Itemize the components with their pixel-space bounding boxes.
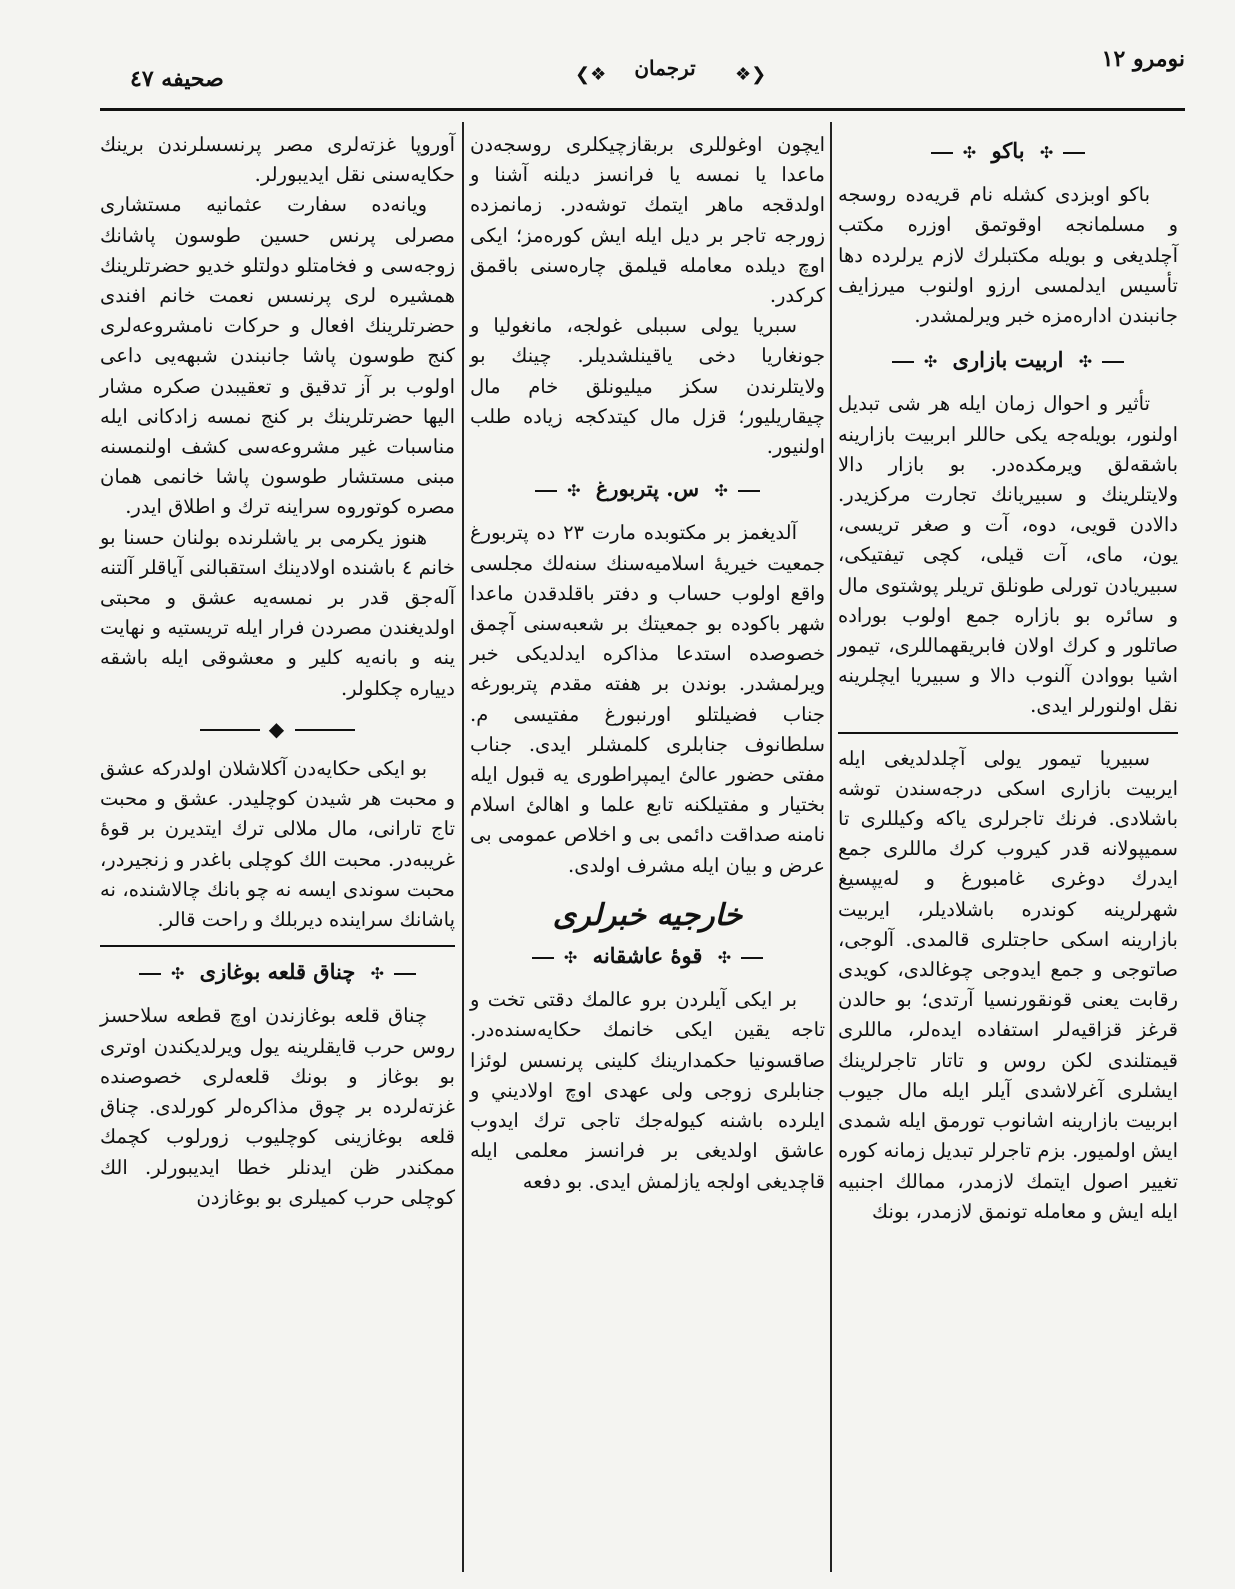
flourish-icon: ✣ (962, 143, 977, 162)
article-text: آلديغمز بر مكتوبده مارت ٢٣ ده پتربورغ جمعيت خيريهٔ اسلاميه‌سنك سنه‌لك مجلسى واقع اولوب حساب و دفتر باقلدقدن ماعدا شهر باكوده بو جمعيتك بر شعبه‌سنى آچمق خصوصده استدعا مذاكره ايدلديكى خبر ويرلمشدر. بوندن بر هفته مقدم پتربورغه جناب فضيلتلو اورنبورغ مفتيسى م. سلطانوف جنابلرى كلمشلر ايدى. جناب مفتى حضور عالئ ايمپراطورى يه قبول ايله بختيار و مفتيلكنه تابع علما و اهالئ اسلام نامنه صداقت دائمى بى و اخلاص عمومى بى عرض و بيان ايله مشرف اولدى. (470, 521, 825, 877)
flourish-icon: ✣ (1039, 143, 1054, 162)
column-divider-right (830, 122, 832, 1572)
article-text: آوروپا غزته‌لرى مصر پرنسسلرندن برينك حكايه‌سنى نقل ايديبورلر. (100, 133, 455, 187)
flourish-icon: ✣ (717, 948, 732, 968)
flourish-line-icon (931, 152, 953, 154)
article-text: هنوز يكرمى بر ياشلرنده بولنان حسنا بو خانم ٤ باشنده اولادينك استقبالنى آياقلر آلتنه آله‌جق قدر بر نمسه‌يه عشق و محبتى اولديغندن مصردن فرار ايله تريستيه و نهايت ينه و بانه‌يه كلير و معشوقى ايله باشقه ديياره چكلولر. (100, 525, 455, 700)
newspaper-title: ترجمان (634, 56, 696, 80)
page-label: صحيفه ٤٧ (130, 66, 224, 92)
flourish-icon: ✣ (563, 948, 578, 968)
flourish-icon: ✣ (714, 481, 728, 501)
section-title: قوهٔ عاشقانه (592, 943, 703, 969)
article-text: باكو اوبزدى كشله نام قريه‌ده روسجه و مسلمانجه اوقوتمق اوزره مكتب آچلديغى و بويله مكتبلرك لازم يرلرده دها تأسيس ايدلمسى ارزو اولنوب ميرزايف جانبندن اداره‌مزه خبر ويرلمشدر. (838, 183, 1178, 328)
divider-bar-icon (295, 729, 355, 731)
article-text: ويانه‌ده سفارت عثمانيه مستشارى مصرلى پرنس حسين طوسون پاشانك زوجه‌سى و فخامتلو دولتلو خديو حضرتلرينك همشيره لرى پرنسس نعمت خانم افندى حضرتلرينك افعال و حركات نامشروعه‌لرى كنج طوسون پاشا جانبندن شبهه‌يى داعى اولوب بر آز تدقيق و تعقيبدن صكره مشار اليها حضرتلرينك بر كنج نمسه زادكانى ايله مناسبات غير مشروعه‌سى كشف اولنمسنه مبنى مستشار طوسون پاشا خانمى همان مصره كوتوروه سراينه ترك و اطلاق ايدر. (100, 193, 455, 519)
flourish-line-icon (1102, 361, 1124, 363)
flourish-line-icon (139, 973, 161, 975)
flourish-line-icon (1063, 152, 1085, 154)
column-divider-left (462, 122, 464, 1572)
section-title: باكو (991, 138, 1025, 163)
right-column (838, 130, 1178, 1227)
masthead (100, 36, 1185, 111)
masthead-rule (100, 108, 1185, 111)
article-text: سبيريا تيمور يولى آچلدلديغى ايله ايربيت بازارى اسكى درجه‌سندن توشه باشلادى. فرنك تاجرلرى ياكه وكيللرى تا سميپولانه قدر كيروب كرك ماللرى جمع ايدرك دوغرى غامبورغ و لەيپسيغ شهرلرينه كوندره باشلاديلر، ايربيت بازارينه اسكى حاجتلرى قالمدى. آلوجى، صاتوجى و جمع ايدوجى چوغالدى، كويدى رقابت يعنى قونقورنسيا آرتدى؛ بو حالدن قرغز قزاقيه‌لر استفاده ايدەلر، ماللرى قيمتلندى لكن روس و تاتار تاجرلرينك ايشلرى آغرلاشدى آيلر ايله مال جيوب ابربيت بازارينه اشانوب تورمق ايله شمدى ايش اولميور. بزم تاجرلر تبديل زمانه كوره تغيير اصول ايتمك لازمدر، ممالك اجنبيه ايله ايش و معامله تونمق لازمدر، بونك (838, 746, 1178, 1223)
article-text: ايچون اوغوللرى بربقازچيكلرى روسجه‌دن ماعدا يا نمسه يا فرانسز ديلنه آشنا و اولدقجه ماهر ايتمك توشه‌در. زمانمزده زورجه تاجر بر ديل ايله ايش كوره‌مز؛ ايكى اوچ ديلده معامله قيلمق چاره‌سنى باقمق كركدر. (470, 133, 825, 308)
article-text: بو ايكى حكايه‌دن آكلاشلان اولدركه عشق و محبت هر شيدن كوچليدر. عشق و محبت تاج تارانى، مال ملالى ترك ايتديرن بر قوهٔ غريبه‌در. محبت الك كوچلى باغدر و زنجيردر، محبت سوندى ايسه نه چو بانك چالاشنده، نه پاشانك سراينده ديربلك و راحت قالر. (100, 757, 455, 932)
flourish-icon: ✣ (567, 481, 581, 501)
flourish-icon: ✣ (370, 964, 385, 984)
divider (838, 732, 1178, 734)
section-title: اربيت بازارى (952, 347, 1064, 373)
section-heading-irbit (838, 345, 1178, 377)
section-heading-dardanelles (100, 957, 455, 989)
article-text: تأثير و احوال زمان ايله هر شى تبديل اولنور، بويله‌جه يكى حاللر ابربيت بازارينه باشقه‌لق ويرمكده‌در. بو بازار دالا ولايتلرينك و سبيريانك تجارت مركزيدر. دالادن قويى، دوه، آت و صغر تريسى، يون، ماى، آت قيلى، كچى تيفتيكى، سبيريادن تورلى طونلق تريلر پوشتوى مال و سائره بو بازاره جمع اولوب بورادە صاتلور و كرك اولان فابريقهماللرى، تيمور اشيا بووادن آلنوب دالا و سبيريا ايچلرينه نقل اولنورلر ايدى. (838, 392, 1178, 718)
section-title-foreign-news: خارجيه خبرلرى (552, 897, 743, 933)
flourish-icon: ✣ (1078, 352, 1093, 372)
flourish-line-icon (741, 957, 763, 959)
flourish-line-icon (394, 973, 416, 975)
section-heading-petersburg (470, 474, 825, 506)
flourish-line-icon (532, 957, 554, 959)
flourish-line-icon (738, 490, 760, 492)
issue-number: نومرو ١٢ (1101, 46, 1185, 72)
divider (100, 945, 455, 947)
diamond-icon: ◆ (268, 716, 287, 741)
middle-column (470, 130, 825, 1197)
flourish-line-icon (892, 361, 914, 363)
section-heading-baku (838, 136, 1178, 168)
left-column (100, 130, 455, 1213)
section-heading-love (470, 941, 825, 973)
section-title: س. پتربورغ (595, 476, 700, 502)
ornament-right-icon: ❖❯ (735, 64, 767, 85)
article-text: چناق قلعه بوغازندن اوچ قطعه سلاحسز روس حرب قايقلرينه يول ويرلديكندن اوترى بو بوغاز و بونك قلعه‌لرى خصوصنده غزته‌لرده بر چوق مذاكره‌لر كورلدى. چناق قلعه بوغازينى كوچليوب زورلوب كچمك ممكندر ظن ايدنلر خطا ايديبورلر. الك كوچلى حرب كميلرى بو بوغازدن (100, 1004, 455, 1209)
flourish-icon: ✣ (170, 964, 185, 984)
flourish-icon: ✣ (923, 352, 938, 372)
ornament-left-icon: ❮❖ (575, 64, 607, 85)
section-title: چناق قلعه بوغازى (199, 959, 356, 985)
article-text: سبريا يولى سببلى غولجه، مانغوليا و جونغاريا دخى ياقينلشديلر. چينك بو ولايتلرندن سكز ميليونلق خام مال چيقاريليور؛ قزل مال كيتدكجه زياده طلب اولنيور. (470, 314, 825, 459)
article-text: بر ايكى آيلردن برو عالمك دقتى تخت و تاجه يقين ايكى خانمك حكايه‌سنده‌در. صاقسونيا حكمدارينك كلينى پرنسس لوئزا جنابلرى زوجى ولى عهدى اوچ اولاديني و ايلرده باشنه كيوله‌جك تاجى ترك ايدوب عاشق اولديغى بر فرانسز معلمى ايله قاچديغى اولجه يازلمش ايدى. بو دفعه (470, 988, 825, 1193)
divider-bar-icon (200, 729, 260, 731)
flourish-line-icon (535, 490, 557, 492)
ornament-divider (100, 714, 455, 744)
